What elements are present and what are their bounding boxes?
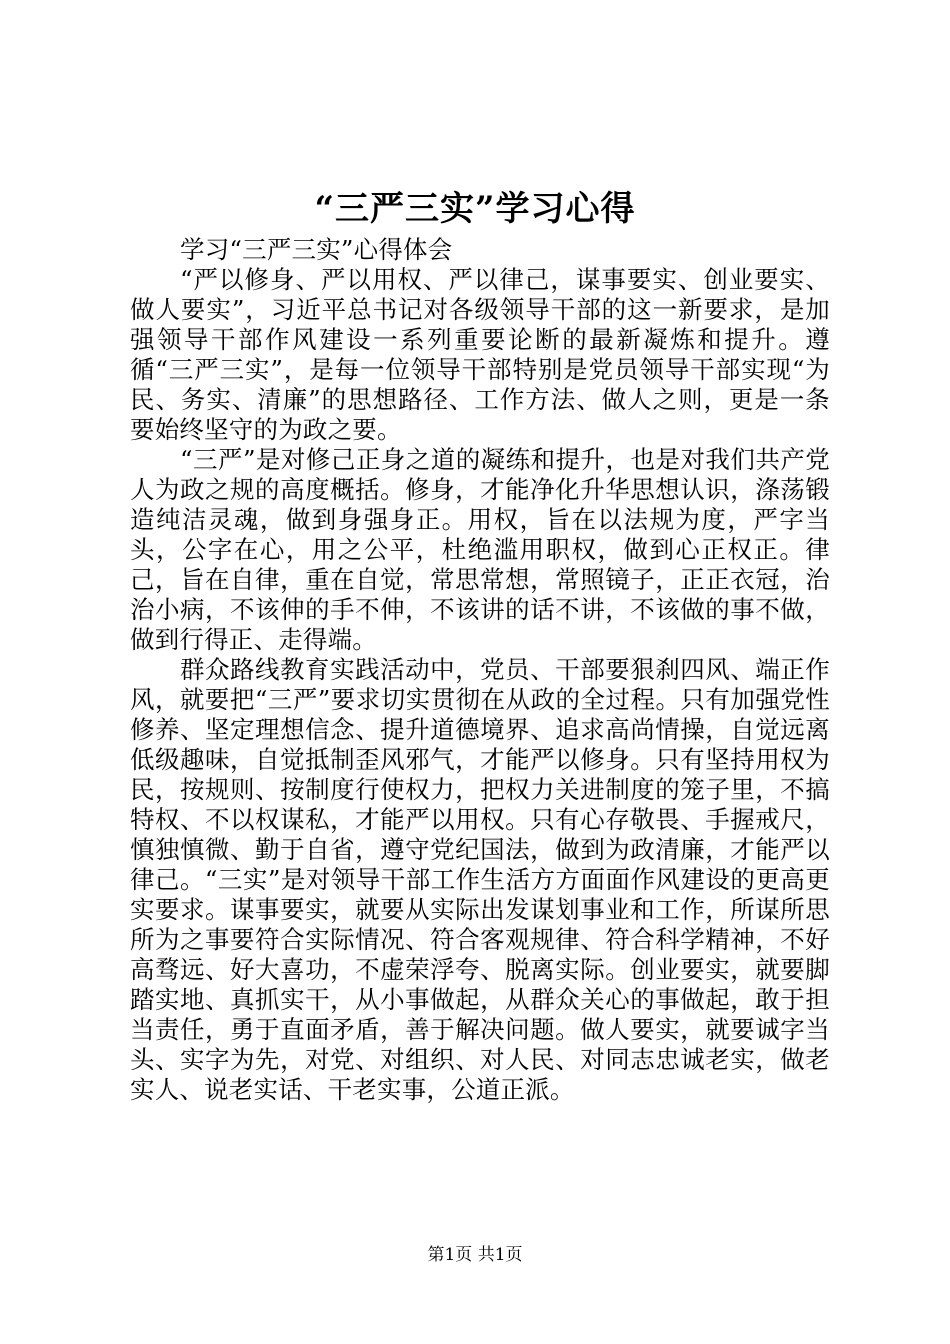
page-footer: 第1页 共1页: [427, 1245, 523, 1265]
document-subtitle: 学习“三严三实”心得体会: [180, 235, 453, 264]
paragraph-2: “三严”是对修己正身之道的凝练和提升，也是对我们共产党人为政之规的高度概括。修身，才能净化升华思想认识，涤荡锻造纯洁灵魂，做到身强身正。用权，旨在以法规为度，严字当头，公字在心，用之公平，杜绝滥用职权，做到心正权正。律己，旨在自律，重在自觉，常思常想，常照镜子，正正衣冠，治治小病，不该伸的手不伸，不该讲的话不讲，不该做的事不做，做到行得正、走得端。: [130, 445, 830, 654]
paragraph-3: 群众路线教育实践活动中，党员、干部要狠刹四风、端正作风，就要把“三严”要求切实贯彻在从政的全过程。只有加强党性修养、坚定理想信念、提升道德境界、追求高尚情操，自觉远离低级趣味，自觉抵制歪风邪气，才能严以修身。只有坚持用权为民，按规则、按制度行使权力，把权力关进制度的笼子里，不搞特权、不以权谋私，才能严以用权。只有心存敬畏、手握戒尺，慎独慎微、勤于自省，遵守党纪国法，做到为政清廉，才能严以律己。“三实”是对领导干部工作生活方方面面作风建设的更高更实要求。谋事要实，就要从实际出发谋划事业和工作，所谋所思所为之事要符合实际情况、符合客观规律、符合科学精神，不好高骛远、好大喜功，不虚荣浮夸、脱离实际。创业要实，就要脚踏实地、真抓实干，从小事做起，从群众关心的事做起，敢于担当责任，勇于直面矛盾，善于解决问题。做人要实，就要诚字当头、实字为先，对党、对组织、对人民、对同志忠诚老实，做老实人、说老实话、干老实事，公道正派。: [130, 655, 830, 1104]
document-title: “三严三实”学习心得: [314, 189, 636, 229]
document-body: [130, 235, 830, 1105]
paragraph-1: “严以修身、严以用权、严以律己，谋事要实、创业要实、做人要实”，习近平总书记对各级领导干部的这一新要求，是加强领导干部作风建设一系列重要论断的最新凝炼和提升。遵循“三严三实”，是每一位领导干部特别是党员领导干部实现“为民、务实、清廉”的思想路径、工作方法、做人之则，更是一条要始终坚守的为政之要。: [130, 265, 830, 444]
